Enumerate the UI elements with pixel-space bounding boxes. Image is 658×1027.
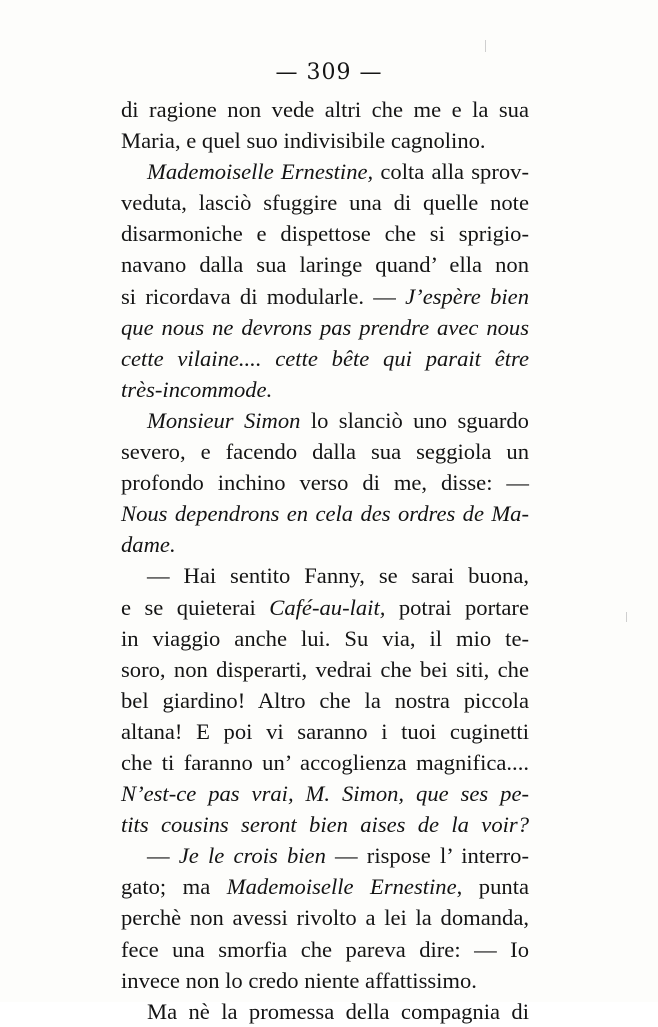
text-line: [121, 654, 529, 685]
text-span: invece non lo credo niente affattissimo.: [121, 967, 477, 993]
text-line: [121, 934, 529, 965]
text-span: colta alla sprov-: [373, 159, 529, 185]
text-span: disarmoniche e dispettose che si sprigio-: [121, 221, 529, 247]
text-line: [121, 467, 529, 498]
text-line: [121, 249, 529, 280]
text-span: di ragione non vede altri che me e la sua: [121, 97, 529, 122]
text-line: [121, 840, 529, 871]
text-span: Maria, e quel suo indivisibile cagnolino.: [121, 128, 486, 154]
text-line: [121, 809, 529, 840]
italic-span: Je le crois bien: [178, 843, 326, 869]
text-span: severo, e facendo dalla sua seggiola un: [121, 439, 529, 465]
page-number: — 309 —: [275, 60, 383, 85]
text-span: soro, non disperarti, vedrai che bei siti, che: [121, 656, 529, 682]
text-span: profondo inchino verso di me, disse: —: [121, 470, 529, 496]
page-edge-mark: [485, 40, 486, 52]
text-line: [121, 218, 529, 249]
italic-span: très-incommode.: [121, 376, 273, 402]
text-line: [121, 623, 529, 654]
text-line: [121, 312, 529, 343]
text-line: [121, 965, 529, 996]
text-span: , punta: [456, 874, 529, 900]
text-span: altana! E poi vi saranno i tuoi cuginetti: [121, 718, 529, 744]
text-span: si ricordava di modularle. —: [121, 283, 406, 309]
text-line: [121, 94, 529, 125]
page-edge-mark: [626, 612, 627, 622]
text-span: che ti faranno un’ accoglienza magnifica....: [121, 749, 529, 775]
text-span: — rispose l’ interro-: [325, 843, 529, 869]
italic-span: Mademoiselle Ernestine,: [147, 159, 374, 185]
text-span: veduta, lasciò sfuggire una di quelle note: [121, 190, 529, 216]
text-span: gato; ma: [121, 874, 227, 900]
text-line: [121, 156, 529, 187]
text-span: lo slanciò uno sguardo: [300, 407, 529, 433]
text-span: Ma nè la promessa della compagnia di: [147, 998, 529, 1024]
text-line: [121, 716, 529, 747]
text-span: perchè non avessi rivolto a lei la domanda,: [121, 905, 529, 931]
text-line: [121, 685, 529, 716]
text-line: [121, 560, 529, 591]
text-line: [121, 747, 529, 778]
text-span: navano dalla sua laringe quand’ ella non: [121, 252, 529, 278]
text-line: [121, 343, 529, 374]
text-line: [121, 374, 529, 405]
text-line: [121, 125, 529, 156]
text-line: [121, 592, 529, 623]
text-span: — Hai sentito Fanny, se sarai buona,: [147, 563, 529, 589]
text-span: in viaggio anche lui. Su via, il mio te-: [121, 625, 529, 651]
text-line: [121, 436, 529, 467]
text-span: fece una smorfia che pareva dire: — Io: [121, 936, 529, 962]
text-line: [121, 498, 529, 529]
italic-span: dame.: [121, 532, 176, 558]
text-line: [121, 778, 529, 809]
text-span: e se quieterai: [121, 594, 270, 620]
text-span: —: [147, 843, 179, 869]
italic-span: Monsieur Simon: [147, 407, 301, 433]
text-line: [121, 871, 529, 902]
italic-span: que nous ne devrons pas prendre avec nous: [121, 314, 529, 340]
text-line: [121, 996, 529, 1027]
italic-span: Nous dependrons en cela des ordres de Ma-: [121, 501, 529, 527]
text-line: [121, 281, 529, 312]
text-line: [121, 529, 529, 560]
text-line: [121, 405, 529, 436]
text-line: [121, 187, 529, 218]
text-span: bel giardino! Altro che la nostra piccola: [121, 687, 529, 713]
italic-span: Café-au-lait,: [269, 594, 386, 620]
italic-span: cette vilaine.... cette bête qui parait être: [121, 345, 529, 371]
italic-span: Mademoiselle Ernestine: [226, 874, 457, 900]
italic-span: tits cousins seront bien aises de la voir?: [121, 812, 529, 838]
body-text: [121, 94, 529, 1027]
text-span: potrai portare: [385, 594, 529, 620]
italic-span: J’espère bien: [405, 283, 529, 309]
text-line: [121, 902, 529, 933]
italic-span: N’est-ce pas vrai, M. Simon, que ses pe-: [121, 781, 529, 807]
